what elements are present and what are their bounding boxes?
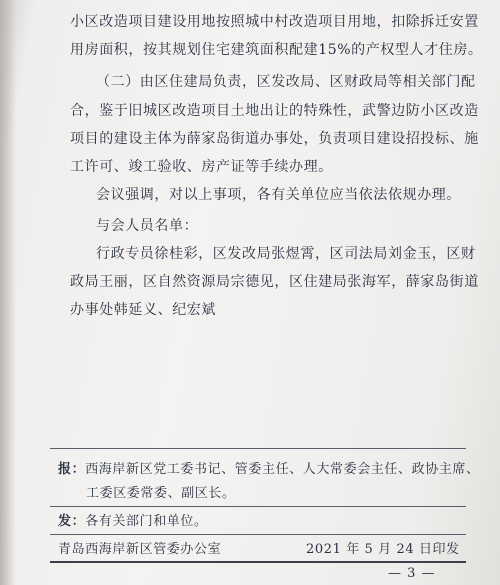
body-line-4: 合，鉴于旧城区改造项目土地出让的特殊性，武警边防小区改造 [70, 103, 479, 119]
footer-rule-top [50, 448, 466, 449]
body-line-2: 用房面积，按其规划住宅建筑面积配建15%的产权型人才住房。 [70, 42, 483, 58]
body-line-7: 会议强调，对以上事项，各有关单位应当依法依规办理。 [96, 187, 461, 203]
send-text: 各有关部门和单位。 [85, 514, 208, 529]
issue-date: 2021 年 5 月 24 日印发 [306, 542, 460, 557]
distribution-label: 报： [58, 462, 86, 477]
body-line-3: （二）由区住建局负责，区发改局、区财政局等相关部门配 [96, 74, 476, 90]
distribution-text-1: 西海岸新区党工委书记、管委主任、人大常委会主任、政协主席、 [85, 462, 480, 477]
body-line-1: 小区改造项目建设用地按照城中村改造项目用地，扣除拆迁安置 [70, 14, 479, 30]
send-line [58, 514, 208, 530]
attendees-line-3: 办事处韩延义、纪宏斌 [70, 302, 216, 318]
page-number: — 3 — [388, 566, 436, 581]
send-label: 发： [58, 514, 86, 529]
footer-rule-lower [50, 534, 466, 535]
attendees-heading: 与会人员名单： [96, 218, 199, 234]
body-line-6: 工许可、竣工验收、房产证等手续办理。 [70, 159, 333, 175]
attendees-line-1: 行政专员徐桂彩，区发改局张煜霄，区司法局刘金玉，区财 [96, 246, 476, 262]
attendees-line-2: 政局王丽，区自然资源局宗德见，区住建局张海军，薛家岛街道 [70, 274, 479, 290]
page-shadow [0, 0, 16, 585]
distribution-line-2: 工委区委常委、副区长。 [86, 486, 236, 501]
distribution-line-1 [58, 462, 480, 478]
footer-rule-middle [50, 506, 466, 507]
footer-rule-bottom [50, 561, 466, 563]
issuer-name: 青岛西海岸新区管委办公室 [58, 542, 222, 557]
body-line-5: 项目的建设主体为薛家岛街道办事处，负责项目建设招投标、施 [70, 131, 479, 147]
